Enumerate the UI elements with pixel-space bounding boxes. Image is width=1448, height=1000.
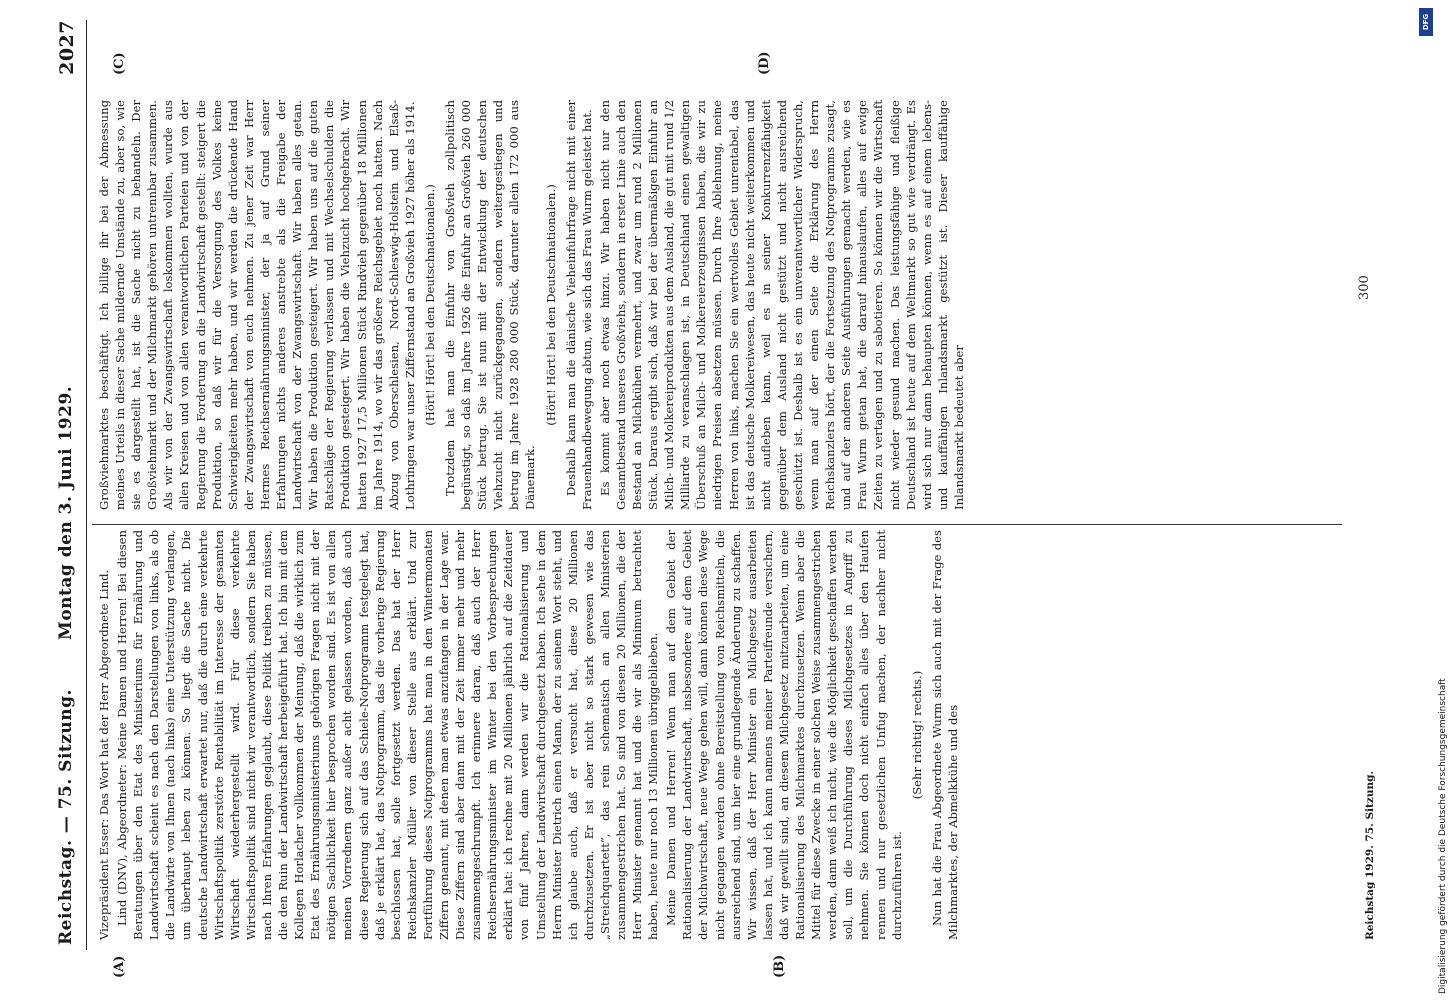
interjection: (Sehr richtig! rechts.) — [909, 670, 924, 800]
paragraph: Es kommt aber noch etwas hinzu. Wir haben nicht nur den Gesamtbestand unseres Großviehs, sondern in erster Linie auch den Bestand an Milchkühen vermehrt, und zwar um rund 2 Millionen Stück. Daraus ergibt sich, daß wir bei der übermäßigen Einfuhr an Milch- und Molkereiprodukten aus dem Ausland, die gut mit rund 1/2 Milliarde zu veranschlagen ist, in Deutschland einen gewaltigen Überschuß an Milch- und Molkereierzeugnissen haben, die wir zu niedrigen Preisen absetzen müssen. Durch Ihre Ablehnung, meine Herren von links, machen Sie ein wertvolles Gebiet unrentabel, das ist das deutsche Molkereiwesen, das heute nicht weiterkommen und nicht aufleben kann, weil es in seiner Konkurrenzfähigkeit gegenüber dem Ausland nicht gestützt und nicht ausreichend geschützt ist. Deshalb ist es ein unverantwortlicher Widerspruch, wenn man auf der einen Seite die Erklärung des Herrn Reichskanzlers hört, der die Fortsetzung des Notprogramms zusagt, und auf der anderen Seite Ausführungen gemacht werden, wie es Frau Wurm getan hat, die darauf hinauslaufen, alles auf ewige Zeiten zu vertagen und zu sabotieren. So können wir die Wirtschaft nicht wieder gesund machen. Das leistungsfähige und fleißige Deutschland ist heute auf dem Weltmarkt so gut wie verdrängt. Es wird sich nur dann behaupten können, wenn es auf einem lebens- und kauffähigen Inlandsmarkt gestützt ist. Dieser kauffähige Inlandsmarkt bedeutet aber — [597, 100, 966, 510]
margin-marker-d: (D) — [757, 51, 772, 75]
paragraph: Deshalb kann man die dänische Vieheinfuhrfrage nicht mit einer Frauenhandbewegung abtun, wie sich das Frau Wurm geleistet hat. — [563, 100, 594, 510]
margin-marker-c: (C) — [112, 52, 127, 75]
margin-marker-a: (A) — [112, 955, 127, 978]
paragraph: Trotzdem hat man die Einfuhr von Großvieh zollpolitisch begünstigt, so daß im Jahre 1926 die Einfuhr an Großvieh 260 000 Stück betrug. Sie ist nun mit der Entwicklung der deutschen Viehzucht nicht zurückgegangen, sondern weitergestiegen und betrug im Jahre 1928 280 000 Stück, darunter allein 172 000 aus Dänemark. — [442, 100, 538, 510]
paragraph: Großviehmarktes beschäftigt. Ich billige ihr bei der Abmessung meines Urteils in dieser Sache mildernde Umstände zu, aber so, wie sie es dargestellt hat, ist die Sache nicht zu behandeln. Der Großviehmarkt und der Milchmarkt gehören untrennbar zusammen. Als wir von der Zwangswirtschaft loskommen wollten, wurde aus allen Kreisen und von allen verantwortlichen Parteien und von der Regierung die Forderung an die Landwirtschaft gestellt: steigert die Produktion, so daß wir für die Versorgung des Volkes keine Schwierigkeiten mehr haben, und wir werden die drückende Hand der Zwangswirtschaft von euch nehmen. Zu jener Zeit war Herr Hermes Reichsernährungsminister, der ja auf Grund seiner Erfahrungen nichts anderes anstrebte als die Freigabe der Landwirtschaft von der Zwangswirtschaft. Wir haben alles getan. Wir haben die Produktion gesteigert. Wir haben uns auf die guten Ratschläge der Regierung verlassen und mit Wechselschulden die Produktion gesteigert. Wir haben die Viehzucht hochgebracht. Wir hatten 1927 17,5 Millionen Stück Rindvieh gegenüber 18 Millionen im Jahre 1914, wo wir das größere Reichsgebiet noch hatten. Nach Abzug von Oberschlesien, Nord-Schleswig-Holstein und Elsaß-Lothringen war unser Ziffernstand an Großvieh 1927 höher als 1914. — [97, 100, 417, 510]
dfg-badge-label: DFG — [1422, 13, 1430, 31]
interjection: (Hört! Hört! bei den Deutschnationalen.) — [543, 184, 558, 426]
left-column — [96, 530, 963, 940]
footer-session: Reichstag 1929. 75. Sitzung. — [1364, 770, 1376, 940]
paragraph: Vizepräsident Esser: Das Wort hat der Herr Abgeordnete Lind. — [97, 569, 111, 940]
margin-marker-b: (B) — [772, 954, 787, 978]
interjection: (Hört! Hört! bei den Deutschnationalen.) — [422, 184, 437, 426]
page-number: 2027 — [56, 20, 78, 75]
right-column — [96, 100, 969, 510]
column-divider — [92, 524, 1342, 525]
header-date: Montag den 3. Juni 1929. — [56, 385, 76, 640]
header-session: Reichstag. — 75. Sitzung. — [56, 689, 76, 945]
page-header — [52, 20, 82, 980]
dfg-logo-icon — [1419, 8, 1433, 36]
paragraph: Lind (DNV), Abgeordneter: Meine Damen und Herren! Bei diesen Beratungen über den Etat des Ministeriums für Ernährung und Landwirtschaft scheint es nach den Darstellungen von links, als ob die Landwirte von Ihnen (nach links) eine Unterstützung verlangen, um überhaupt leben zu können. So liegt die Sache nicht. Die deutsche Landwirtschaft erwartet nur, daß die durch eine verkehrte Wirtschaftspolitik zerstörte Rentabilität im Interesse der gesamten Wirtschaft wiederhergestellt wird. Für diese verkehrte Wirtschaftspolitik sind nicht wir verantwortlich, sondern Sie haben nach Ihren Erfahrungen geglaubt, diese Politik treiben zu müssen, die den Ruin der Landwirtschaft herbeigeführt hat. Ich bin mit dem Kollegen Horlacher vollkommen der Meinung, daß die wirklich zum Etat des Ernährungsministeriums gehörigen Fragen nicht mit der nötigen Sachlichkeit hier besprochen worden sind. Es ist von allen meinen Vorrednern ganz außer acht gelassen worden, daß auch diese Regierung sich auf das Schiele-Notprogramm festgelegt hat, daß je erklärt hat, das Notprogramm, das die vorherige Regierung beschlossen hat, solle fortgesetzt werden. Das hat der Herr Reichskanzler Müller von dieser Stelle aus erklärt. Und zur Fortführung dieses Notprogramms hat man in den Wintermonaten Ziffern genannt, mit denen man etwas anzufangen in der Lage war. Diese Ziffern sind aber dann mit der Zeit immer mehr und mehr zusammengeschrumpft. Ich erinnere daran, daß auch der Herr Reichsernährungsminister im Winter bei den Vorbesprechungen erklärt hat: ich rechne mit 20 Millionen jährlich auf die Zeitdauer von fünf Jahren, dann werden wir die Rationalisierung und Umstellung der Landwirtschaft durchgesetzt haben. Ich sehe in dem Herrn Minister Dietrich einen Mann, der zu seinem Wort steht, und ich glaube auch, daß er versucht hat, diese 20 Millionen durchzusetzen. Er ist aber nicht so stark gewesen wie das „Streichquartett“, das rein schematisch an allen Ministerien zusammengestrichen hat. So sind von diesen 20 Millionen, die der Herr Minister genannt hat und die wir als Minimum betrachtet haben, heute nur noch 13 Millionen übriggeblieben. — [115, 530, 661, 940]
paragraph: Nun hat die Frau Abgeordnete Wurm sich auch mit der Frage des Milchmarktes, der Abmelkkühe und des — [929, 530, 960, 940]
header-rule — [86, 20, 87, 950]
footer-number: 300 — [1357, 275, 1372, 300]
document-page — [52, 20, 1382, 980]
digitization-credit: Digitalisierung gefördert durch die Deutsche Forschungsgemeinschaft — [1438, 678, 1448, 994]
paragraph: Meine Damen und Herren! Wenn man auf dem Gebiet der Rationalisierung der Landwirtschaft, insbesondere auf dem Gebiet der Milchwirtschaft, neue Wege gehen will, dann können diese Wege nicht gegangen werden ohne Bereitstellung von Reichsmitteln, die ausreichend sind, um hier eine grundlegende Änderung zu schaffen. Wir wissen, daß der Herr Minister ein Milchgesetz ausarbeiten lassen hat, und ich kann namens meiner Parteifreunde versichern, daß wir gewillt sind, an diesem Milchgesetz mitzuarbeiten, um eine Rationalisierung des Milchmarktes durchzusetzen. Wenn aber die Mittel für diese Zwecke in einer solchen Weise zusammengestrichen werden, dann weiß ich nicht, wie die Möglichkeit geschaffen werden soll, um die Durchführung dieses Milchgesetzes in Angriff zu nehmen. Sie können doch nicht einfach alles über den Haufen rennen und nur gesetzlichen Unfug machen, der nachher nicht durchzuführen ist. — [664, 530, 904, 940]
